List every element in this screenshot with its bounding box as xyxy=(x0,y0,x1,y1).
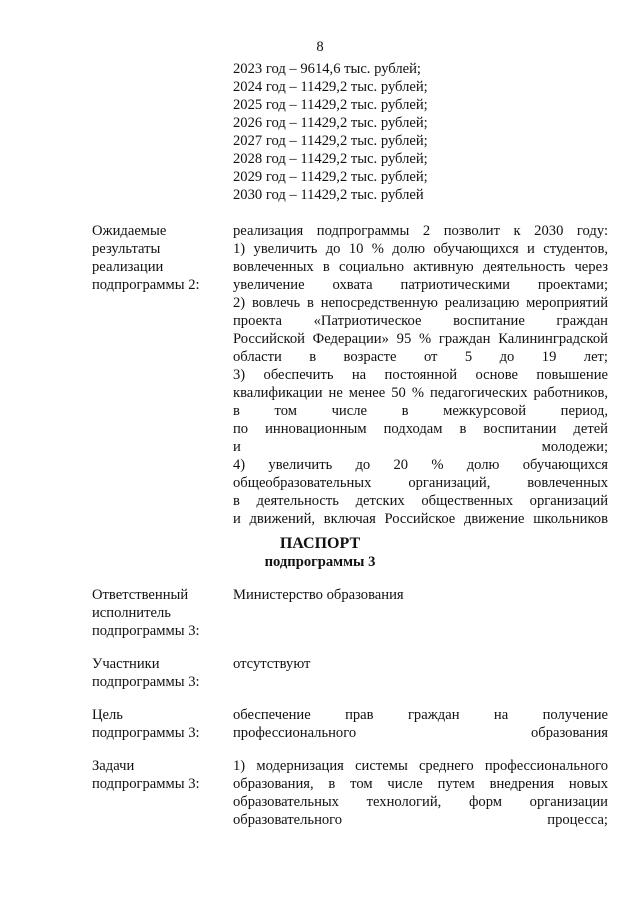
funding-line: 2023 год – 9614,6 тыс. рублей; xyxy=(233,61,421,77)
expected-results-text: реализация подпрограммы 2 позволит к 2030 году: 1) увеличить до 10 % долю обучающихся и студентов, вовлеченных в социально активную деятельность через увеличение охвата патриотическими проектами; 2) вовлечь в непосредственную реализацию мероприятий проекта «Патриотическое воспитание граждан Российской Федерации» 95 % граждан Калининградской области в возрасте от 5 до 19 лет; 3) обеспечить на постоянной основе повышение квалификации не менее 50 % педагогических работников, в том числе в межкурсовой период, по инновационным подходам в воспитании детей и молодежи; 4) увеличить до 20 % долю обучающихся общеобразовательных организаций, вовлеченных в деятельность детских общественных организаций и движений, включая Российское движение школьников xyxy=(233,223,608,527)
tasks-label: Задачи подпрограммы 3: xyxy=(92,758,200,792)
responsible-value: Министерство образования xyxy=(233,587,404,603)
expected-results-label: Ожидаемые результаты реализации подпрограммы 2: xyxy=(92,223,200,293)
participants-label: Участники подпрограммы 3: xyxy=(92,656,200,690)
funding-line: 2029 год – 11429,2 тыс. рублей; xyxy=(233,169,428,185)
page-number: 8 xyxy=(316,39,324,55)
funding-line: 2025 год – 11429,2 тыс. рублей; xyxy=(233,97,428,113)
tasks-text: 1) модернизация системы среднего профессионального образования, в том числе путем внедрения новых образовательных технологий, форм организации образовательного процесса; xyxy=(233,758,608,828)
passport-subtitle: подпрограммы 3 xyxy=(264,554,376,570)
participants-value: отсутствуют xyxy=(233,656,311,672)
funding-line: 2030 год – 11429,2 тыс. рублей xyxy=(233,187,424,203)
passport-title: ПАСПОРТ xyxy=(279,535,361,552)
responsible-label: Ответственный исполнитель подпрограммы 3: xyxy=(92,587,200,639)
funding-line: 2026 год – 11429,2 тыс. рублей; xyxy=(233,115,428,131)
funding-line: 2027 год – 11429,2 тыс. рублей; xyxy=(233,133,428,149)
goal-text: обеспечение прав граждан на получение профессионального образования xyxy=(233,707,608,741)
funding-line: 2028 год – 11429,2 тыс. рублей; xyxy=(233,151,428,167)
goal-label: Цель подпрограммы 3: xyxy=(92,707,200,741)
funding-line: 2024 год – 11429,2 тыс. рублей; xyxy=(233,79,428,95)
funding-list xyxy=(233,60,428,204)
